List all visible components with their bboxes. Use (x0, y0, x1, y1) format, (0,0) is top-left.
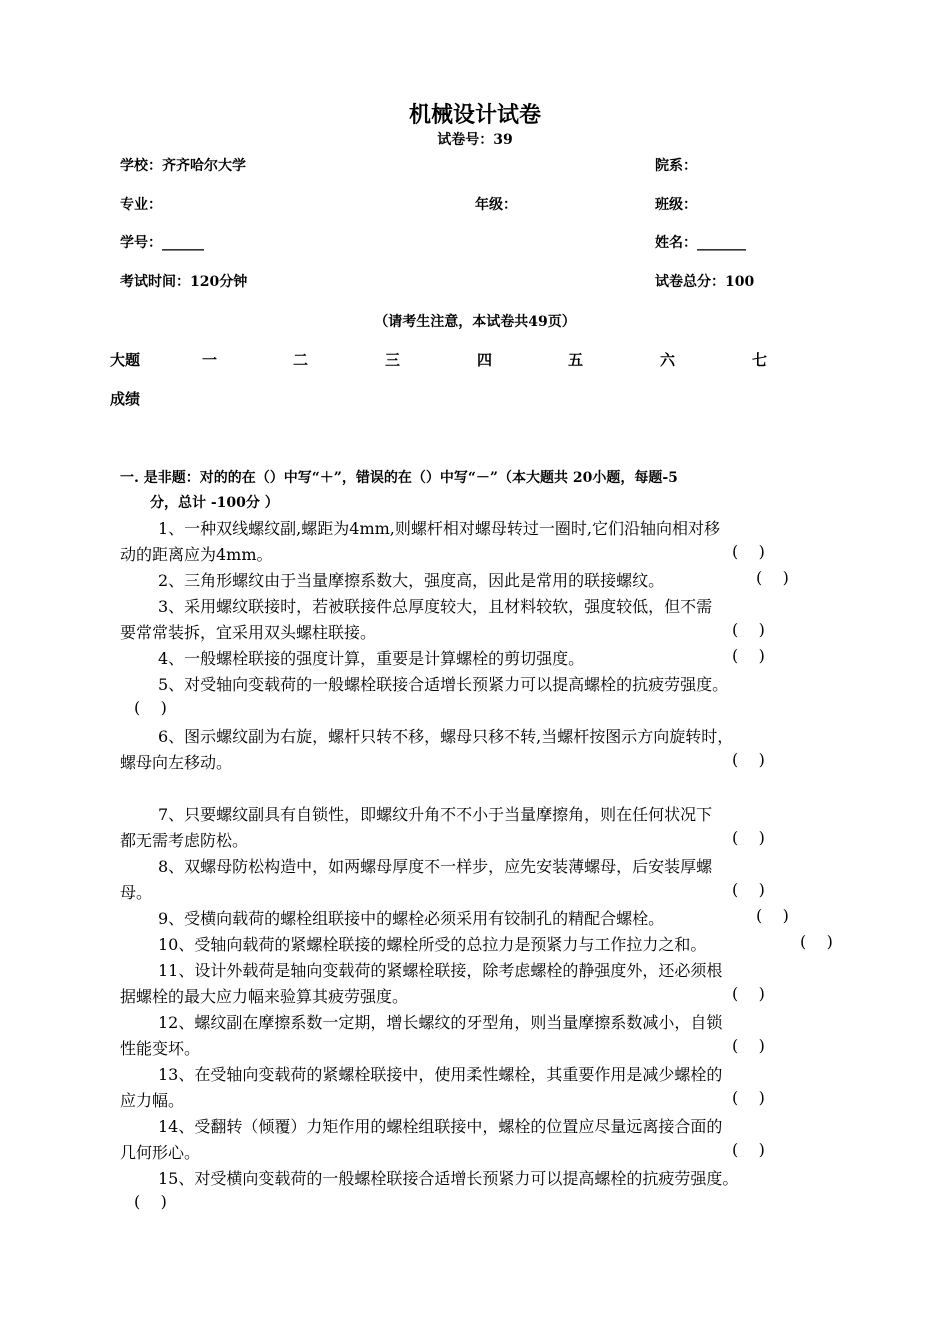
section-heading (120, 466, 840, 516)
answer-blank[interactable]: ( ) (800, 932, 833, 951)
exam-time-field: 考试时间：120分钟 (120, 274, 248, 290)
question-text: 4、一般螺栓联接的强度计算，重要是计算螺栓的剪切强度。 (158, 649, 585, 668)
section-heading-line: 一. 是非题：对的的在（）中写“＋”，错误的在（）中写“－”（本大题共 20小题，每题-5 (120, 470, 678, 486)
question-text: 1、一种双线螺纹副,螺距为4mm,则螺杆相对螺母转过一圈时,它们沿轴向相对移 (158, 519, 720, 538)
question-text: 动的距离应为4mm。 (120, 545, 273, 564)
answer-blank[interactable]: ( ) (732, 620, 765, 639)
score-table-col: 五 (568, 351, 584, 369)
question-text: 6、图示螺纹副为右旋，螺杆只转不移，螺母只移不转,当螺杆按图示方向旋转时， (158, 727, 734, 746)
grade-field: 年级： (475, 197, 517, 213)
answer-blank[interactable]: ( ) (134, 1192, 167, 1211)
section-heading-line: 分，总计 -100分 ） (150, 495, 279, 511)
answer-blank[interactable]: ( ) (756, 568, 789, 587)
answer-blank[interactable]: ( ) (732, 1036, 765, 1055)
question-text: 13、在受轴向变载荷的紧螺栓联接中，使用柔性螺栓，其重要作用是减少螺栓的 (158, 1065, 723, 1084)
question-text: 12、螺纹副在摩擦系数一定期，增长螺纹的牙型角，则当量摩擦系数减小，自锁 (158, 1013, 723, 1032)
answer-blank[interactable]: ( ) (732, 646, 765, 665)
question-9 (120, 906, 850, 932)
page-title: 机械设计试卷 (408, 102, 541, 128)
question-text: 10、受轴向载荷的紧螺栓联接的螺栓所受的总拉力是预紧力与工作拉力之和。 (158, 935, 707, 954)
score-table-row-label: 大题 (110, 351, 141, 369)
page-count-notice: （请考生注意，本试卷共49页） (374, 314, 576, 330)
score-table-col: 七 (752, 351, 768, 369)
department-field: 院系： (655, 158, 697, 174)
question-text: 要常常装拆，宜采用双头螺柱联接。 (120, 623, 377, 642)
score-table-col: 一 (202, 351, 218, 369)
score-table-col: 四 (477, 351, 493, 369)
score-table-col: 六 (660, 351, 676, 369)
student-id-field: 学号：______ (120, 235, 204, 251)
question-text: 11、设计外载荷是轴向变载荷的紧螺栓联接，除考虑螺栓的静强度外，还必须根 (158, 961, 723, 980)
answer-blank[interactable]: ( ) (732, 1140, 765, 1159)
answer-blank[interactable]: ( ) (134, 698, 167, 717)
question-5 (120, 672, 850, 698)
major-field: 专业： (120, 197, 162, 213)
question-text: 都无需考虑防松。 (120, 831, 249, 850)
answer-blank[interactable]: ( ) (732, 880, 765, 899)
paper-number: 试卷号：39 (437, 132, 513, 148)
question-text: 母。 (120, 883, 153, 902)
question-text: 应力幅。 (120, 1091, 185, 1110)
question-text: 15、对受横向变载荷的一般螺栓联接合适增长预紧力可以提高螺栓的抗疲劳强度。 (158, 1169, 739, 1188)
score-table-col: 三 (385, 351, 401, 369)
score-table-col: 二 (293, 351, 309, 369)
question-text: 据螺栓的最大应力幅来验算其疲劳强度。 (120, 987, 409, 1006)
school-field: 学校：齐齐哈尔大学 (120, 158, 246, 174)
question-text: 2、三角形螺纹由于当量摩擦系数大，强度高，因此是常用的联接螺纹。 (158, 571, 665, 590)
question-text: 几何形心。 (120, 1143, 201, 1162)
question-text: 7、只要螺纹副具有自锁性，即螺纹升角不不小于当量摩擦角，则在任何状况下 (158, 805, 713, 824)
name-field: 姓名：_______ (655, 235, 746, 251)
answer-blank[interactable]: ( ) (732, 828, 765, 847)
question-text: 8、双螺母防松构造中，如两螺母厚度不一样步，应先安装薄螺母，后安装厚螺 (158, 857, 713, 876)
question-text: 9、受横向载荷的螺栓组联接中的螺栓必须采用有铰制孔的精配合螺栓。 (158, 909, 665, 928)
question-2 (120, 568, 850, 594)
question-text: 14、受翻转（倾覆）力矩作用的螺栓组联接中，螺栓的位置应尽量远离接合面的 (158, 1117, 723, 1136)
answer-blank[interactable]: ( ) (732, 750, 765, 769)
answer-blank[interactable]: ( ) (732, 1088, 765, 1107)
class-field: 班级： (655, 197, 697, 213)
answer-blank[interactable]: ( ) (732, 542, 765, 561)
question-15 (120, 1166, 850, 1192)
question-text: 螺母向左移动。 (120, 753, 233, 772)
answer-blank[interactable]: ( ) (756, 906, 789, 925)
question-10 (120, 932, 850, 958)
total-score-field: 试卷总分：100 (655, 274, 755, 290)
answer-blank[interactable]: ( ) (732, 984, 765, 1003)
question-text: 5、对受轴向变载荷的一般螺栓联接合适增长预紧力可以提高螺栓的抗疲劳强度。 (158, 675, 729, 694)
score-table-row-label: 成绩 (110, 390, 141, 408)
question-text: 3、采用螺纹联接时，若被联接件总厚度较大，且材料较软，强度较低，但不需 (158, 597, 713, 616)
question-text: 性能变坏。 (120, 1039, 201, 1058)
